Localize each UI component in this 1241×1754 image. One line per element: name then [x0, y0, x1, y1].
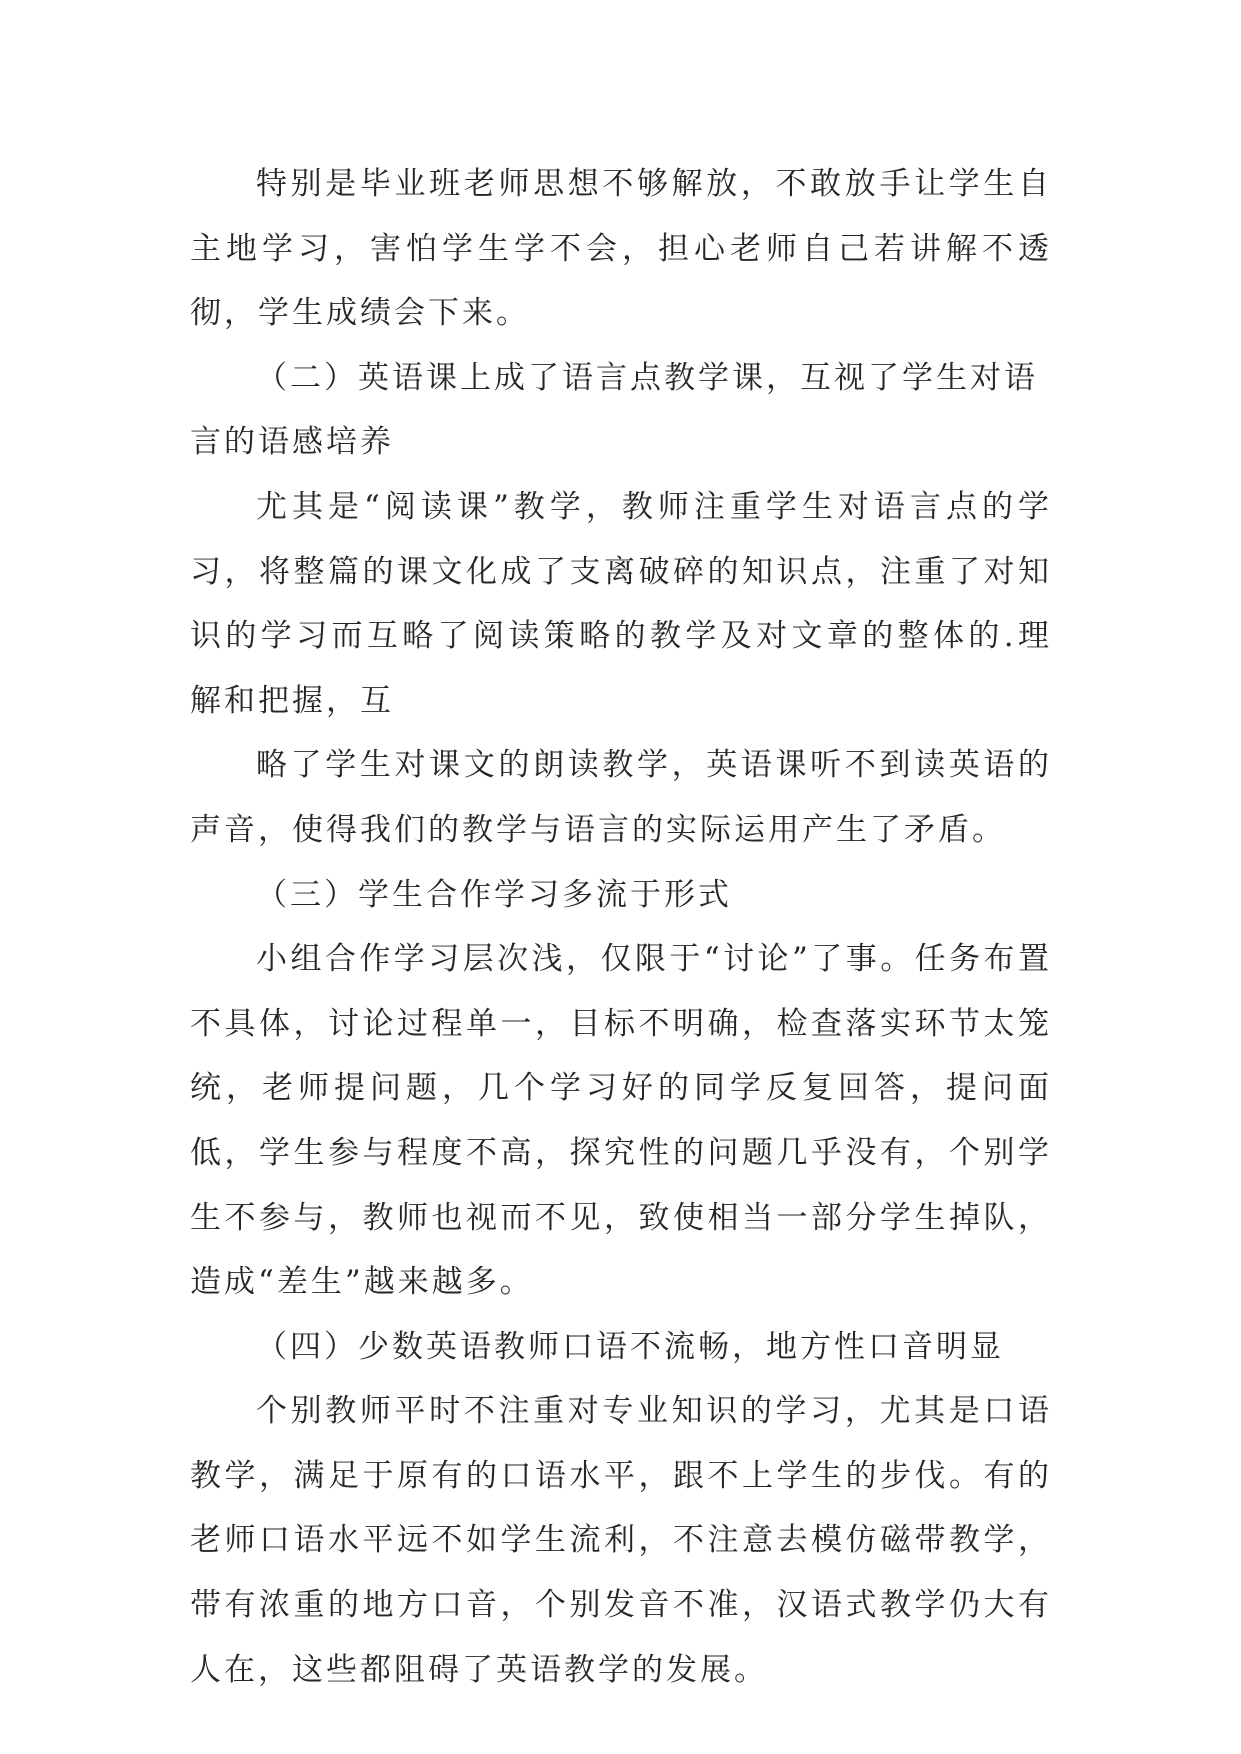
paragraph-reading-lesson: 尤其是“阅读课”教学，教师注重学生对语言点的学习，将整篇的课文化成了支离破碎的知识点，注重了对知识的学习而互略了阅读策略的教学及对文章的整体的.理解和把握，互 [190, 488, 1052, 719]
section-heading-4: （四）少数英语教师口语不流畅，地方性口音明显 [256, 1328, 1004, 1365]
paragraph-group-work: 小组合作学习层次浅，仅限于“讨论”了事。任务布置不具体，讨论过程单一，目标不明确，检查落实环节太笼统，老师提问题，几个学习好的同学反复回答，提问面低，学生参与程度不高，探究性的问题几乎没有，个别学生不参与，教师也视而不见，致使相当一部分学生掉队，造成“差生”越来越多。 [190, 941, 1052, 1301]
paragraph-graduating-class: 特别是毕业班老师思想不够解放，不敢放手让学生自主地学习，害怕学生学不会，担心老师自己若讲解不透彻，学生成绩会下来。 [190, 166, 1052, 332]
document-body [190, 152, 1052, 1702]
paragraph-reading-aloud: 略了学生对课文的朗读教学，英语课听不到读英语的声音，使得我们的教学与语言的实际运用产生了矛盾。 [190, 747, 1052, 848]
paragraph-spoken-english: 个别教师平时不注重对专业知识的学习，尤其是口语教学，满足于原有的口语水平，跟不上学生的步伐。有的老师口语水平远不如学生流利，不注意去模仿磁带教学，带有浓重的地方口音，个别发音不准，汉语式教学仍大有人在，这些都阻碍了英语教学的发展。 [190, 1393, 1052, 1688]
section-heading-3: （三）学生合作学习多流于形式 [256, 876, 732, 913]
section-heading-2: （二）英语课上成了语言点教学课，互视了学生对语言的语感培养 [190, 359, 1038, 461]
